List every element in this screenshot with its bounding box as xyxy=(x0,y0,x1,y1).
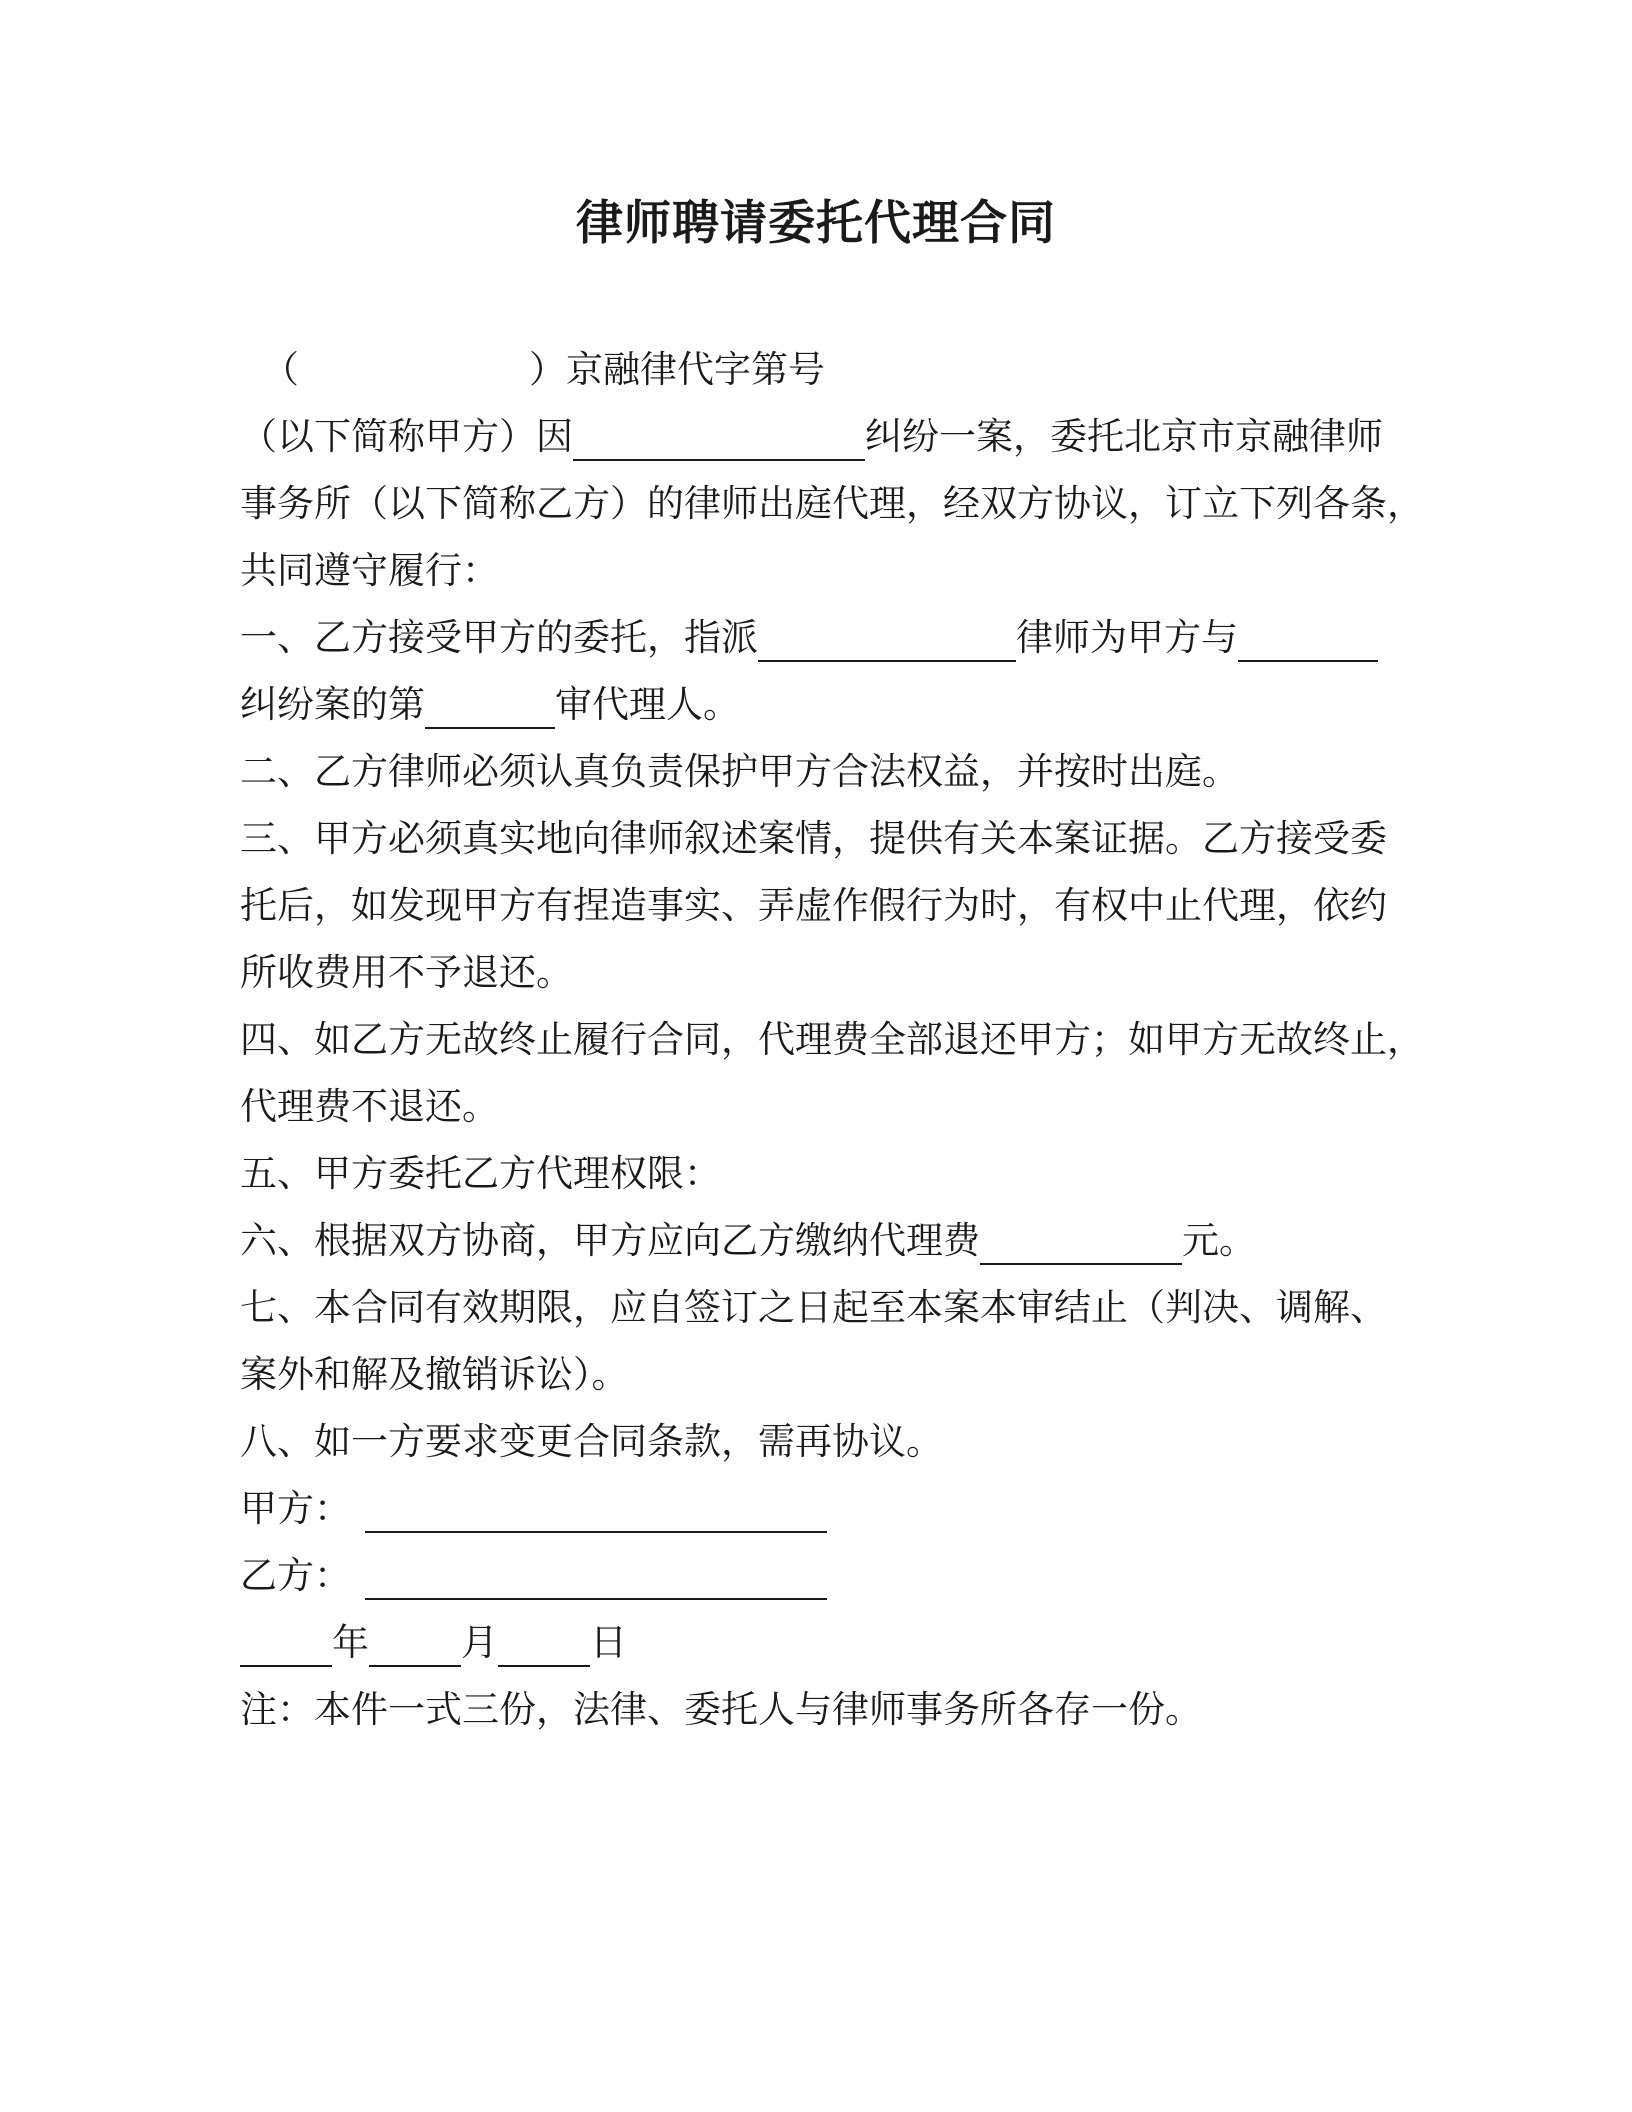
party-b-line xyxy=(240,1550,1390,1602)
intro-text-a: （以下简称甲方）因 xyxy=(240,415,573,458)
dispute-blank[interactable] xyxy=(573,415,865,461)
month-label: 月 xyxy=(461,1621,498,1664)
clause-6-text-b: 元。 xyxy=(1182,1219,1256,1262)
ref-open-paren: （ xyxy=(262,348,299,391)
clause-6 xyxy=(240,1215,1390,1267)
clause-2: 二、乙方律师必须认真负责保护甲方合法权益，并按时出庭。 xyxy=(240,750,1239,793)
clause-4-line-1: 四、如乙方无故终止履行合同，代理费全部退还甲方；如甲方无故终止， xyxy=(240,1018,1424,1061)
clause-8: 八、如一方要求变更合同条款，需再协议。 xyxy=(240,1420,943,1463)
fee-amount-blank[interactable] xyxy=(980,1219,1182,1265)
intro-line-1 xyxy=(240,411,1390,463)
party-a-line xyxy=(240,1483,1390,1535)
lawyer-name-blank[interactable] xyxy=(758,616,1016,662)
trial-instance-blank[interactable] xyxy=(425,683,555,729)
opponent-blank[interactable] xyxy=(1238,616,1378,662)
day-label: 日 xyxy=(590,1621,627,1664)
clause-6-text-a: 六、根据双方协商，甲方应向乙方缴纳代理费 xyxy=(240,1219,980,1262)
year-blank[interactable] xyxy=(240,1621,332,1667)
month-blank[interactable] xyxy=(369,1621,461,1667)
clause-7-line-1: 七、本合同有效期限，应自签订之日起至本案本审结止（判决、调解、 xyxy=(240,1286,1387,1329)
intro-line-2: 事务所（以下简称乙方）的律师出庭代理，经双方协议，订立下列各条， xyxy=(240,482,1424,525)
intro-line-3: 共同遵守履行： xyxy=(240,549,499,592)
clause-1-text-b: 律师为甲方与 xyxy=(1016,616,1238,659)
clause-4-line-2: 代理费不退还。 xyxy=(240,1085,499,1128)
party-b-label: 乙方： xyxy=(240,1554,351,1597)
party-a-label: 甲方： xyxy=(240,1487,351,1530)
clause-1-text-a: 一、乙方接受甲方的委托，指派 xyxy=(240,616,758,659)
year-label: 年 xyxy=(332,1621,369,1664)
clause-3-line-1: 三、甲方必须真实地向律师叙述案情，提供有关本案证据。乙方接受委 xyxy=(240,817,1387,860)
footnote: 注：本件一式三份，法律、委托人与律师事务所各存一份。 xyxy=(240,1688,1202,1731)
intro-text-b: 纠纷一案，委托北京市京融律师 xyxy=(865,415,1383,458)
clause-3-line-2: 托后，如发现甲方有捏造事实、弄虚作假行为时，有权中止代理，依约 xyxy=(240,884,1387,927)
date-line xyxy=(240,1617,1390,1669)
clause-1-text-c: 纠纷案的第 xyxy=(240,683,425,726)
reference-number-line xyxy=(240,344,1390,396)
clause-3-line-3: 所收费用不予退还。 xyxy=(240,951,573,994)
day-blank[interactable] xyxy=(498,1621,590,1667)
clause-1-line-2 xyxy=(240,679,1390,731)
party-b-signature-blank[interactable] xyxy=(365,1554,827,1600)
ref-label: ）京融律代字第号 xyxy=(529,348,825,391)
party-a-signature-blank[interactable] xyxy=(365,1487,827,1533)
clause-7-line-2: 案外和解及撤销诉讼）。 xyxy=(240,1353,629,1396)
clause-5: 五、甲方委托乙方代理权限： xyxy=(240,1152,721,1195)
clause-1-text-d: 审代理人。 xyxy=(555,683,740,726)
clause-1-line-1 xyxy=(240,612,1390,664)
document-title: 律师聘请委托代理合同 xyxy=(576,196,1056,251)
